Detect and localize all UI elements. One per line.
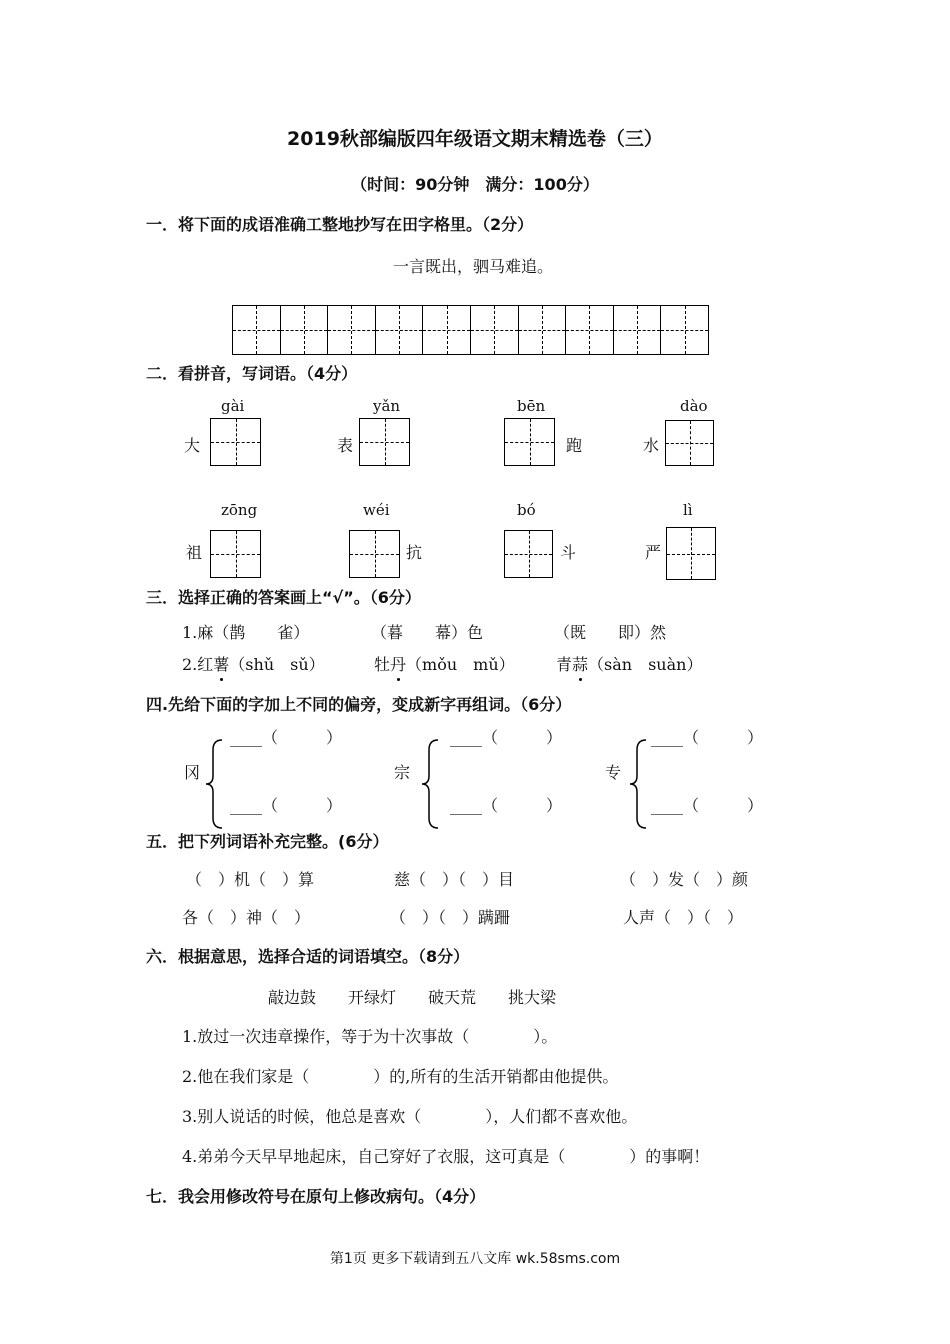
writing-box[interactable] <box>210 530 261 578</box>
pinyin: bó <box>517 501 536 519</box>
section-2-heading: 二．看拼音，写词语。（4分） <box>146 364 358 383</box>
writing-box[interactable] <box>666 527 716 580</box>
word-char: 跑 <box>566 436 583 455</box>
choice-options: （mǒu mǔ） <box>406 655 515 674</box>
brace-icon <box>204 738 226 830</box>
choice-text: 青 <box>556 655 573 674</box>
idiom-fill: 人声（ ）（ ） <box>623 908 744 927</box>
word-char: 抗 <box>406 543 423 562</box>
pinyin: bēn <box>517 397 546 415</box>
grid-cell[interactable] <box>519 306 567 354</box>
choice-item <box>556 652 702 675</box>
idiom-grid[interactable] <box>232 305 709 355</box>
choice-item: （暮 幕）色 <box>371 623 484 642</box>
brace-icon <box>420 738 442 830</box>
word-char: 表 <box>337 436 354 455</box>
grid-cell[interactable] <box>233 306 281 354</box>
word-char: 祖 <box>186 543 203 562</box>
word-char: 大 <box>184 436 201 455</box>
page-title: 2019秋部编版四年级语文期末精选卷（三） <box>287 128 663 150</box>
dotted-char: 薯 <box>213 652 229 675</box>
writing-box[interactable] <box>349 530 400 578</box>
dotted-char: 蒜 <box>572 652 588 675</box>
fill-blank[interactable]: ____（ ） <box>230 796 343 815</box>
choice-options: （shǔ sǔ） <box>229 655 325 674</box>
base-char: 宗 <box>394 763 411 782</box>
exam-info: （时间：90分钟 满分：100分） <box>351 175 599 194</box>
writing-box[interactable] <box>504 418 555 466</box>
pinyin: yǎn <box>373 397 401 415</box>
choice-options: （sàn suàn） <box>588 655 703 674</box>
word-char: 水 <box>643 436 660 455</box>
question: 1.放过一次违章操作，等于为十次事故（ ）。 <box>182 1027 558 1046</box>
fill-blank[interactable]: ____（ ） <box>651 728 764 747</box>
question: 3.别人说话的时候，他总是喜欢（ ），人们都不喜欢他。 <box>182 1107 638 1126</box>
pinyin: lì <box>683 501 693 519</box>
choice-item <box>374 652 515 675</box>
grid-cell[interactable] <box>423 306 471 354</box>
pinyin: dào <box>680 397 708 415</box>
writing-box[interactable] <box>359 418 410 466</box>
section-6-heading: 六．根据意思，选择合适的词语填空。（8分） <box>146 947 470 966</box>
fill-blank[interactable]: ____（ ） <box>450 796 563 815</box>
word-bank: 敲边鼓 开绿灯 破天荒 挑大梁 <box>268 988 557 1007</box>
pinyin: zōng <box>221 501 258 519</box>
idiom-fill: 各（ ）神（ ） <box>182 908 311 927</box>
grid-cell[interactable] <box>376 306 424 354</box>
choice-text: 牡 <box>374 655 391 674</box>
writing-box[interactable] <box>665 420 714 466</box>
section-5-heading: 五．把下列词语补充完整。(6分） <box>146 832 389 851</box>
choice-item: 1.麻（鹊 雀） <box>182 623 310 642</box>
grid-cell[interactable] <box>614 306 662 354</box>
word-char: 严 <box>645 543 662 562</box>
writing-box[interactable] <box>504 530 553 578</box>
question: 2.他在我们家是（ ）的,所有的生活开销都由他提供。 <box>182 1067 619 1086</box>
grid-cell[interactable] <box>281 306 329 354</box>
fill-blank[interactable]: ____（ ） <box>230 728 343 747</box>
section-4-heading: 四.先给下面的字加上不同的偏旁，变成新字再组词。（6分） <box>146 695 572 714</box>
question: 4.弟弟今天早早地起床，自己穿好了衣服，这可真是（ ）的事啊！ <box>182 1147 710 1166</box>
fill-blank[interactable]: ____（ ） <box>450 728 563 747</box>
pinyin: gài <box>221 397 245 415</box>
idiom-text: 一言既出，驷马难追。 <box>393 257 554 276</box>
section-3-heading: 三．选择正确的答案画上“√”。（6分） <box>146 588 421 607</box>
brace-icon <box>628 738 650 830</box>
base-char: 专 <box>605 763 622 782</box>
word-char: 斗 <box>560 543 577 562</box>
pinyin: wéi <box>363 501 390 519</box>
choice-item <box>182 652 325 675</box>
grid-cell[interactable] <box>471 306 519 354</box>
base-char: 冈 <box>184 763 201 782</box>
grid-cell[interactable] <box>661 306 708 354</box>
choice-item: （既 即）然 <box>554 623 667 642</box>
grid-cell[interactable] <box>328 306 376 354</box>
dotted-char: 丹 <box>390 652 406 675</box>
grid-cell[interactable] <box>566 306 614 354</box>
section-7-heading: 七．我会用修改符号在原句上修改病句。（4分） <box>146 1187 486 1206</box>
fill-blank[interactable]: ____（ ） <box>651 796 764 815</box>
page-footer: 第1页 更多下载请到五八文库 wk.58sms.com <box>329 1251 621 1267</box>
idiom-fill: （ ）发（ ）颜 <box>620 870 749 889</box>
idiom-fill: （ ）（ ）蹒跚 <box>390 908 511 927</box>
choice-text: 2.红 <box>182 655 214 674</box>
section-1-heading: 一．将下面的成语准确工整地抄写在田字格里。（2分） <box>146 215 534 234</box>
idiom-fill: （ ）机（ ）算 <box>186 870 315 889</box>
writing-box[interactable] <box>210 418 261 466</box>
idiom-fill: 慈（ ）（ ）目 <box>394 870 515 889</box>
